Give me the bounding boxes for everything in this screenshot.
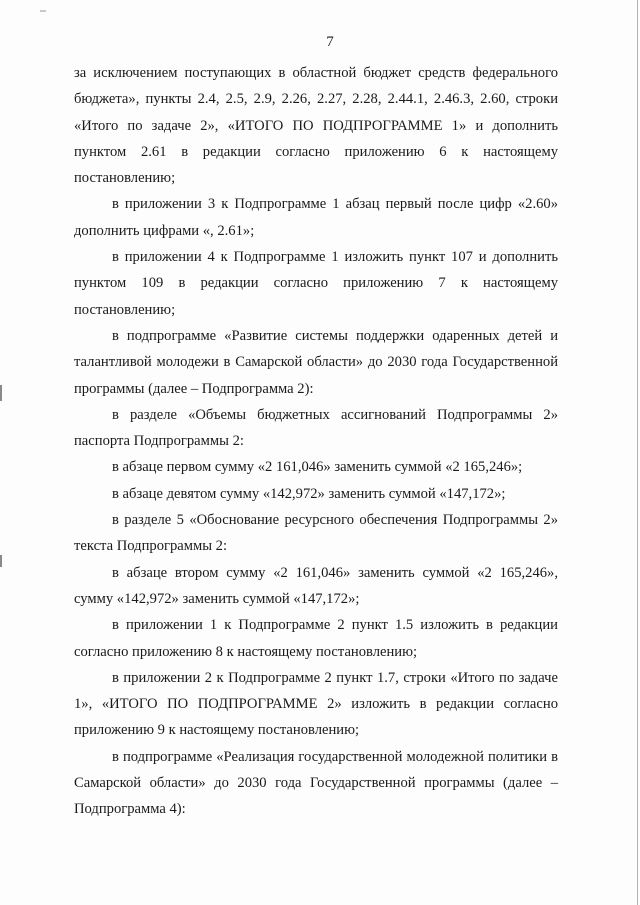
paragraph: в подпрограмме «Реализация государственной молодежной политики в Самарской области» до 2030 года Государственной программы (далее – Подпрограмма 4): — [74, 748, 558, 818]
scan-margin-mark — [0, 555, 2, 567]
paragraph: за исключением поступающих в областной бюджет средств федерального бюджета», пункты 2.4, 2.5, 2.9, 2.26, 2.27, 2.28, 2.44.1, 2.46.3, 2.60, строки «Итого по задаче 2», «ИТОГО ПО ПОДПРОГРАММЕ 1» и дополнить пунктом 2.61 в редакции согласно приложению 6 к настоящему постановлению; — [74, 65, 558, 187]
document-body — [74, 60, 558, 823]
paragraph: в приложении 3 к Подпрограмме 1 абзац первый после цифр «2.60» дополнить цифрами «, 2.61»; — [74, 196, 558, 239]
paragraph: в приложении 4 к Подпрограмме 1 изложить пункт 107 и дополнить пунктом 109 в редакции согласно приложению 7 к настоящему постановлению; — [74, 249, 558, 318]
paragraph: в приложении 2 к Подпрограмме 2 пункт 1.7, строки «Итого по задаче 1», «ИТОГО ПО ПОДПРОГРАММЕ 2» изложить в редакции согласно приложению 9 к настоящему постановлению; — [74, 669, 558, 739]
paragraph: в абзаце девятом сумму «142,972» заменить суммой «147,172»; — [112, 485, 506, 502]
paragraph: в разделе 5 «Обоснование ресурсного обеспечения Подпрограммы 2» текста Подпрограммы 2: — [74, 512, 558, 555]
scan-artifact — [40, 10, 46, 12]
paragraph: в приложении 1 к Подпрограмме 2 пункт 1.5 изложить в редакции согласно приложению 8 к настоящему постановлению; — [74, 617, 558, 660]
paragraph: в подпрограмме «Развитие системы поддержки одаренных детей и талантливой молодежи в Самарской области» до 2030 года Государственной программы (далее – Подпрограмма 2): — [74, 327, 558, 397]
paragraph: в абзаце первом сумму «2 161,046» заменить суммой «2 165,246»; — [112, 459, 523, 476]
paragraph: в абзаце втором сумму «2 161,046» заменить суммой «2 165,246», сумму «142,972» заменить суммой «147,172»; — [74, 564, 558, 607]
paragraph: в разделе «Объемы бюджетных ассигнований Подпрограммы 2» паспорта Подпрограммы 2: — [74, 406, 558, 450]
scan-margin-mark — [0, 385, 2, 401]
page-number: 7 — [326, 34, 334, 50]
page-edge-line — [637, 0, 638, 905]
